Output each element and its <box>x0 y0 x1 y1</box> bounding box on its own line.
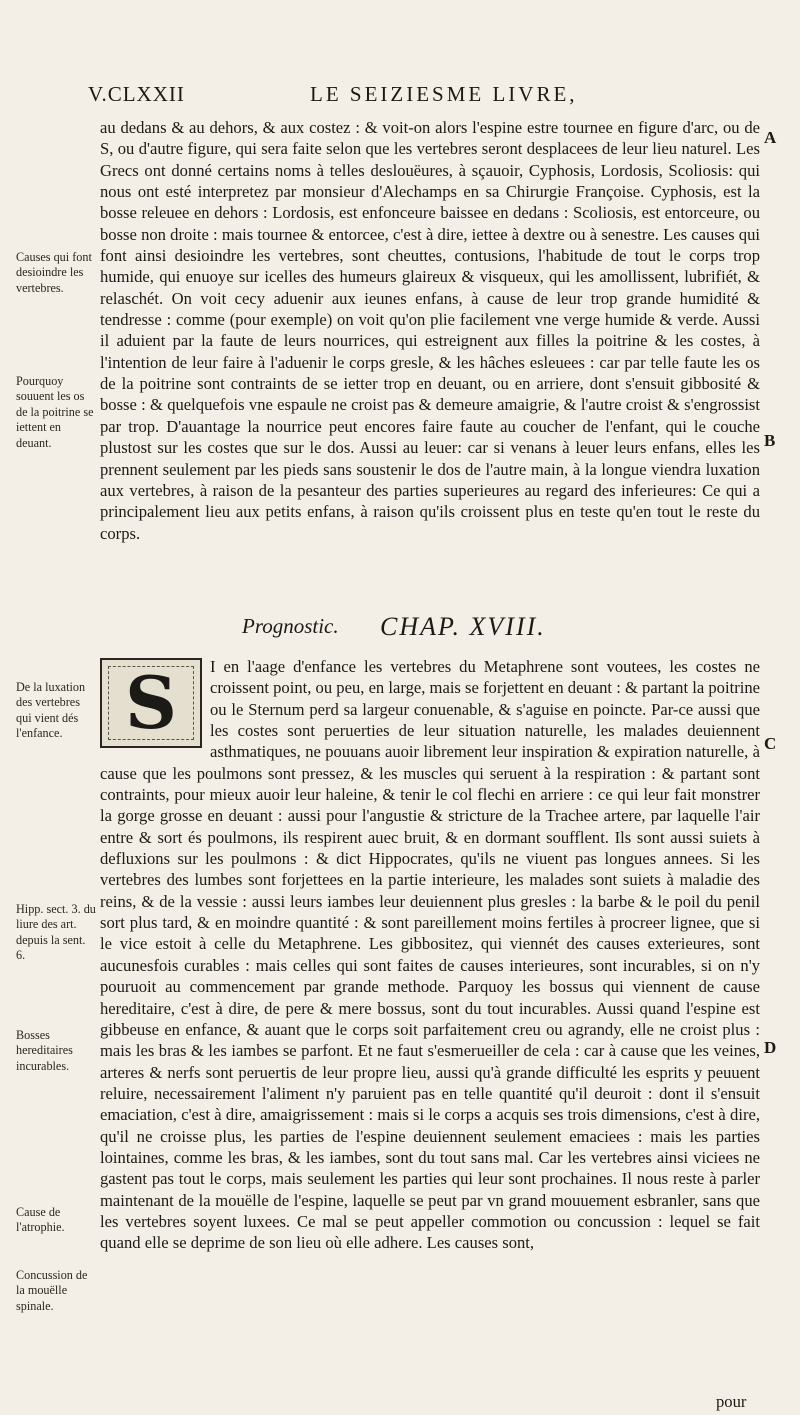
decorated-initial <box>100 658 202 748</box>
margin-letter-a: A <box>764 128 777 147</box>
margin-note-hippocrates: Hipp. sect. 3. du liure des art. depuis la sent. 6. <box>16 902 96 963</box>
paragraph: I en l'aage d'enfance les vertebres du Metaphrene sont voutees, les costes ne croissent point, ou peu, en large, mais se forjettent en deuant : & partant la poitrine ou le Sternum perd sa largeur conuenable, & s'aguise en poincte. Par-ce aussi que les costes sont peruerties de leur situation naturelle, les malades deuiennent asthmatiques, ne pouuans auoir librement leur inspiration & expiration naturelle, à cause que les poulmons sont pressez, & les muscles qui seruent à la respiration : & partant sont contraints, pour mieux auoir leur haleine, & tenir le col flechi en arriere : ce qui leur fait monstrer la gorge grosse en deuant : aussi pour l'angustie & stricture de la Trachee artere, par laquelle l'air entre & sort és poulmons, ils respirent auec bruit, & en dormant soufflent. Ils sont aussi suiets à defluxions sur les poulmons : & dict Hippocrates, qu'ils ne viuent pas longues annees. Si les vertebres des lumbes sont forjettees en la partie interieure, les malades sont suiets à maladie des reins, & de la vessie : aussi leurs iambes leur deuiennent plus gresles : la barbe & le poil du penil sort plus tard, & en moindre quantité : & sont pareillement moins fertiles à procreer lignee, que si le vice estoit à celle du Metaphrene. Les gibbositez, qui viennét des causes exterieures, sont aucunesfois curables : mais celles qui sont faites de causes interieures, sont incurables, si on n'y pouruoit au commencement par grande methode. Parquoy les bossus qui viennent de cause hereditaire, c'est à dire, de pere & mere bossus, sont du tout incurables. Aussi quand l'espine est gibbeuse en enfance, & auant que le corps soit parfaitement creu ou agrandy, elle ne croist plus : mais les bras & les iambes se parfont. Et ne faut s'esmerueiller de cela : car à cause que les veines, arteres & nerfs sont peruertis de leur propre lieu, aussi qu'à grande difficulté les esprits y peuuent reluire, necessairement l'aliment n'y paruient pas en telle quantité qu'il deuroit : dont il s'ensuit emaciation, c'est à dire, amaigrissement : mais si le corps a acquis ses trois dimensions, c'est à dire, qu'il ne croisse plus, les parties de l'espine deuiennent seulement emaciees : mais les parties lointaines, comme les bras, & les iambes, sont du tout sans mal. Car les vertebres ainsi viciees ne gastent pas tout le corps, mais seulement les parties qui leur sont prochaines. Il nous reste à parler maintenant de la mouëlle de l'espine, laquelle se peut par vn grand mouuement esbranler, sans que les vertebres soyent luxees. Ce mal se peut appeller commotion ou concussion : lequel se fait quand elle se deprime de son lieu où elle adhere. Les causes sont, <box>100 657 760 1253</box>
margin-letter-d: D <box>764 1038 777 1057</box>
chapter-title: CHAP. XVIII. <box>380 612 546 641</box>
section-1-text <box>100 117 760 544</box>
margin-note-pourquoy: Pourquoy souuent les os de la poitrine se iettent en deuant. <box>16 374 94 450</box>
running-head <box>70 82 750 112</box>
margin-letter-b: B <box>764 431 776 450</box>
catchword: pour <box>716 1392 747 1411</box>
margin-letter-c: C <box>764 734 777 753</box>
margin-note-luxation: De la luxation des vertebres qui vient dés l'enfance. <box>16 680 86 741</box>
prognostic-label: Prognostic. <box>242 614 339 638</box>
margin-note-concussion: Concussion de la mouëlle spinale. <box>16 1268 88 1313</box>
folio-number: V.CLXXII <box>88 82 185 106</box>
paragraph: au dedans & au dehors, & aux costez : & voit-on alors l'espine estre tournee en figure d'arc, ou de S, ou d'autre figure, qui sera faite selon que les vertebres seront desplacees de leur lieu naturel. Les Grecs ont donné certains noms à telles deslouëures, à sçauoir, Cyphosis, Lordosis, Scoliosis: qui nous ont esté interpretez par monsieur d'Alechamps en sa Chirurgie Françoise. Cyphosis, est la bosse releuee en dehors : Lordosis, est enfonceure baissee en dedans : Scoliosis, est entorceure, ou bosse non droite : mais tournee & entorcee, c'est à dire, iettee à dextre ou à senestre. Les causes qui font ainsi desioindre les vertebres, sont cheuttes, contusions, l'habitude de tout le corps trop humide, qui enuoye sur icelles des humeurs glaireux & visqueux, qui les amollissent, lubrifiét, & relaschét. On voit cecy aduenir aux ieunes enfans, à cause de leur trop grande humidité & tendresse : comme (pour exemple) on voit qu'on plie facilement vne verge humide & verde. Aussi il aduient par la faute de leurs nourrices, qui estreignent aux filles la poitrine & les costes, à l'intention de leur faire à l'aduenir le corps gresle, & les hâches esleuees : car par telle faute les os de la poitrine sont contraints de se ietter trop en deuant, ou en arriere, dont s'ensuit gibbosité & bosse : & quelquefois vne espaule ne croist pas & demeure amaigrie, & l'autre croist & s'engrossist par trop. D'auantage la nourrice peut encores faire faute au coucher de l'enfant, qui le couche plustost sur les costes que sur le dos. Aussi au leuer: car si venans à leuer leurs enfans, elles les prennent seulement par les pieds sans soustenir le dos de l'autre main, à la longue viendra luxation aux vertebres, à raison de la pesanteur des parties superieures au regard des inferieures: Ce qui a principalement lieu aux petits enfans, à raison qu'ils croissent plus en teste qu'en tout le reste du corps. <box>100 118 760 543</box>
section-2-text <box>100 656 760 1254</box>
margin-note-causes: Causes qui font desioindre les vertebres. <box>16 250 92 295</box>
margin-note-bosses: Bosses hereditaires incurables. <box>16 1028 73 1073</box>
margin-note-atrophie: Cause de l'atrophie. <box>16 1205 65 1235</box>
chapter-heading <box>100 612 760 646</box>
initial-letter: S <box>125 660 177 746</box>
book-title: LE SEIZIESME LIVRE, <box>310 82 578 106</box>
